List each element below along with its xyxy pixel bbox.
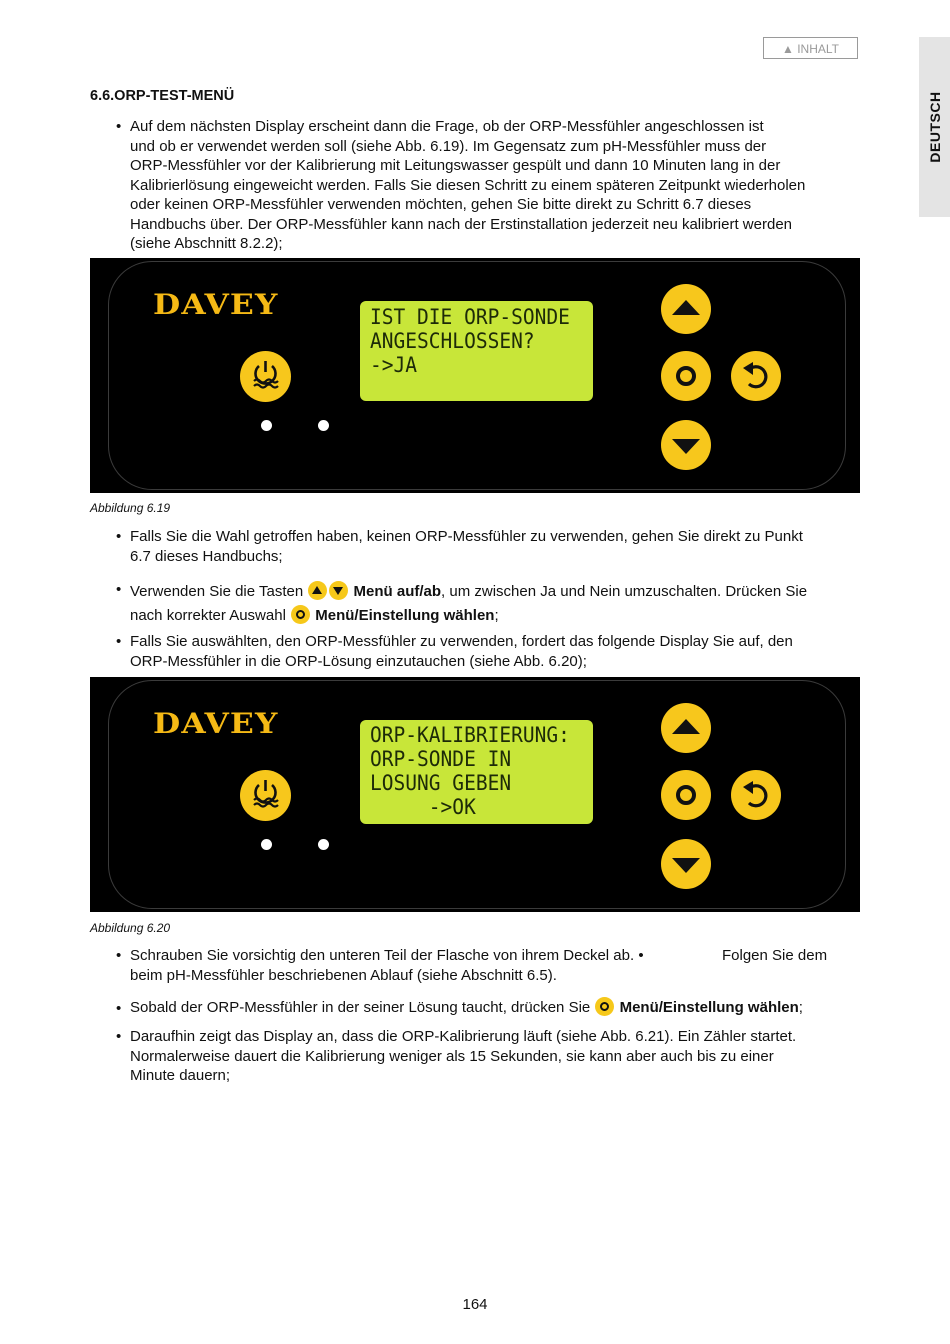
section-title: 6.6.ORP-TEST-MENÜ xyxy=(90,88,235,104)
text-line: und ob er verwendet werden soll (siehe Abb. 6.19). Im Gegensatz zum pH-Messfühler muss der xyxy=(130,137,767,155)
arrow-down-icon xyxy=(329,581,348,600)
control-panel-figure xyxy=(90,677,860,912)
lcd-display xyxy=(360,720,593,824)
menu-down-button[interactable] xyxy=(661,420,711,470)
menu-select-button[interactable] xyxy=(661,770,711,820)
power-water-icon xyxy=(240,770,291,821)
text-line: Kalibrierlösung eingeweicht werden. Falls Sie diesen Schritt zu einem späteren Zeitpunkt wiederholen xyxy=(130,176,806,194)
status-led xyxy=(318,420,329,431)
text-run: nach korrekter Auswahl xyxy=(130,607,286,624)
language-tab[interactable] xyxy=(919,37,950,217)
bullet-paragraph xyxy=(130,1027,865,1086)
power-button[interactable] xyxy=(240,770,291,821)
text-line xyxy=(130,604,865,628)
bullet-dot: • xyxy=(116,633,122,650)
bullet-dot: • xyxy=(116,1000,122,1017)
back-button[interactable] xyxy=(731,351,781,401)
text-run: Schrauben Sie vorsichtig den unteren Teil der Flasche von ihrem Deckel ab. • xyxy=(130,947,644,964)
bullet-dot: • xyxy=(116,1028,122,1045)
menu-down-button[interactable] xyxy=(661,839,711,889)
status-led xyxy=(318,839,329,850)
arrow-down-icon xyxy=(661,839,711,889)
text-run: ; xyxy=(798,999,803,1016)
arrow-up-icon xyxy=(661,703,711,753)
bullet-paragraph xyxy=(130,527,865,566)
power-water-icon xyxy=(240,351,291,402)
lcd-line: ANGESCHLOSSEN? xyxy=(370,329,535,353)
inhalt-button[interactable]: ▲ INHALT xyxy=(763,37,858,59)
text-line: Falls Sie auswählten, den ORP-Messfühler zu verwenden, fordert das folgende Display Sie auf, den xyxy=(130,633,793,650)
figure-caption: Abbildung 6.19 xyxy=(90,501,171,515)
text-line: ORP-Messfühler vor der Kalibrierung mit Leitungswasser gespült und dann 10 Minuten lang in der xyxy=(130,157,781,174)
power-button[interactable] xyxy=(240,351,291,402)
text-line: Minute dauern; xyxy=(130,1067,231,1084)
text-line: Auf dem nächsten Display erscheint dann die Frage, ob der ORP-Messfühler angeschlossen ist xyxy=(130,118,764,135)
figure-caption: Abbildung 6.20 xyxy=(90,921,171,935)
bullet-dot: • xyxy=(116,528,122,545)
text-run: Menü/Einstellung wählen xyxy=(619,999,799,1016)
arrow-up-icon xyxy=(308,581,327,600)
bullet-dot: • xyxy=(116,947,122,964)
text-line: ORP-Messfühler in die ORP-Lösung einzutauchen (siehe Abb. 6.20); xyxy=(130,652,587,670)
text-run: Sobald der ORP-Messfühler in der seiner Lösung taucht, drücken Sie xyxy=(130,999,591,1016)
control-panel-figure xyxy=(90,258,860,493)
menu-up-button[interactable] xyxy=(661,284,711,334)
lcd-line: LOSUNG GEBEN xyxy=(370,771,512,795)
language-tab-label: DEUTSCH xyxy=(926,91,943,163)
back-button[interactable] xyxy=(731,770,781,820)
status-led xyxy=(261,420,272,431)
lcd-line: ->JA xyxy=(370,353,418,377)
select-ring-icon xyxy=(661,770,711,820)
text-run: Verwenden Sie die Tasten xyxy=(130,583,304,600)
text-run: Folgen Sie dem xyxy=(722,947,828,964)
bullet-dot: • xyxy=(116,581,122,598)
text-line xyxy=(130,580,865,604)
select-ring-icon xyxy=(291,605,310,624)
intro-paragraph xyxy=(130,117,865,254)
menu-up-button[interactable] xyxy=(661,703,711,753)
text-run: , um zwischen Ja und Nein umzuschalten. Drücken Sie xyxy=(441,583,808,600)
arrow-up-icon xyxy=(661,284,711,334)
text-line: (siehe Abschnitt 8.2.2); xyxy=(130,235,283,252)
text-line: oder keinen ORP-Messfühler verwenden möchten, gehen Sie bitte direkt zu Schritt 6.7 dieses xyxy=(130,196,752,213)
lcd-line: IST DIE ORP-SONDE xyxy=(370,305,570,329)
davey-logo: DAVEY xyxy=(153,288,279,321)
text-line: beim pH-Messfühler beschriebenen Ablauf (siehe Abschnitt 6.5). xyxy=(130,966,557,984)
lcd-line: ORP-KALIBRIERUNG: xyxy=(370,723,570,747)
bullet-paragraph xyxy=(130,632,865,671)
text-run: Menü/Einstellung wählen xyxy=(315,607,495,624)
status-led xyxy=(261,839,272,850)
text-line: Falls Sie die Wahl getroffen haben, keinen ORP-Messfühler zu verwenden, gehen Sie direkt zu Punkt xyxy=(130,528,803,545)
bullet-paragraph xyxy=(130,946,865,985)
lcd-display xyxy=(360,301,593,401)
bullet-paragraph xyxy=(130,997,865,1019)
select-ring-icon xyxy=(595,997,614,1016)
text-line: Daraufhin zeigt das Display an, dass die ORP-Kalibrierung läuft (siehe Abb. 6.21). Ein Zähler startet. xyxy=(130,1028,797,1045)
text-run: ; xyxy=(494,607,499,624)
bullet-dot: • xyxy=(116,118,122,135)
davey-logo: DAVEY xyxy=(153,707,279,740)
lcd-line: ->OK xyxy=(370,795,476,819)
menu-select-button[interactable] xyxy=(661,351,711,401)
text-line: Normalerweise dauert die Kalibrierung weniger als 15 Sekunden, sie kann aber auch bis zu einer xyxy=(130,1047,774,1065)
lcd-line: ORP-SONDE IN xyxy=(370,747,512,771)
text-run: Menü auf/ab xyxy=(353,583,442,600)
text-line: 6.7 dieses Handbuchs; xyxy=(130,547,283,565)
bullet-paragraph xyxy=(130,580,865,628)
text-line xyxy=(130,946,865,966)
arrow-down-icon xyxy=(661,420,711,470)
text-line: Handbuchs über. Der ORP-Messfühler kann nach der Erstinstallation jederzeit neu kalibriert werden xyxy=(130,215,792,233)
back-arrow-icon xyxy=(731,770,781,820)
back-arrow-icon xyxy=(731,351,781,401)
page-number: 164 xyxy=(462,1296,488,1313)
select-ring-icon xyxy=(661,351,711,401)
